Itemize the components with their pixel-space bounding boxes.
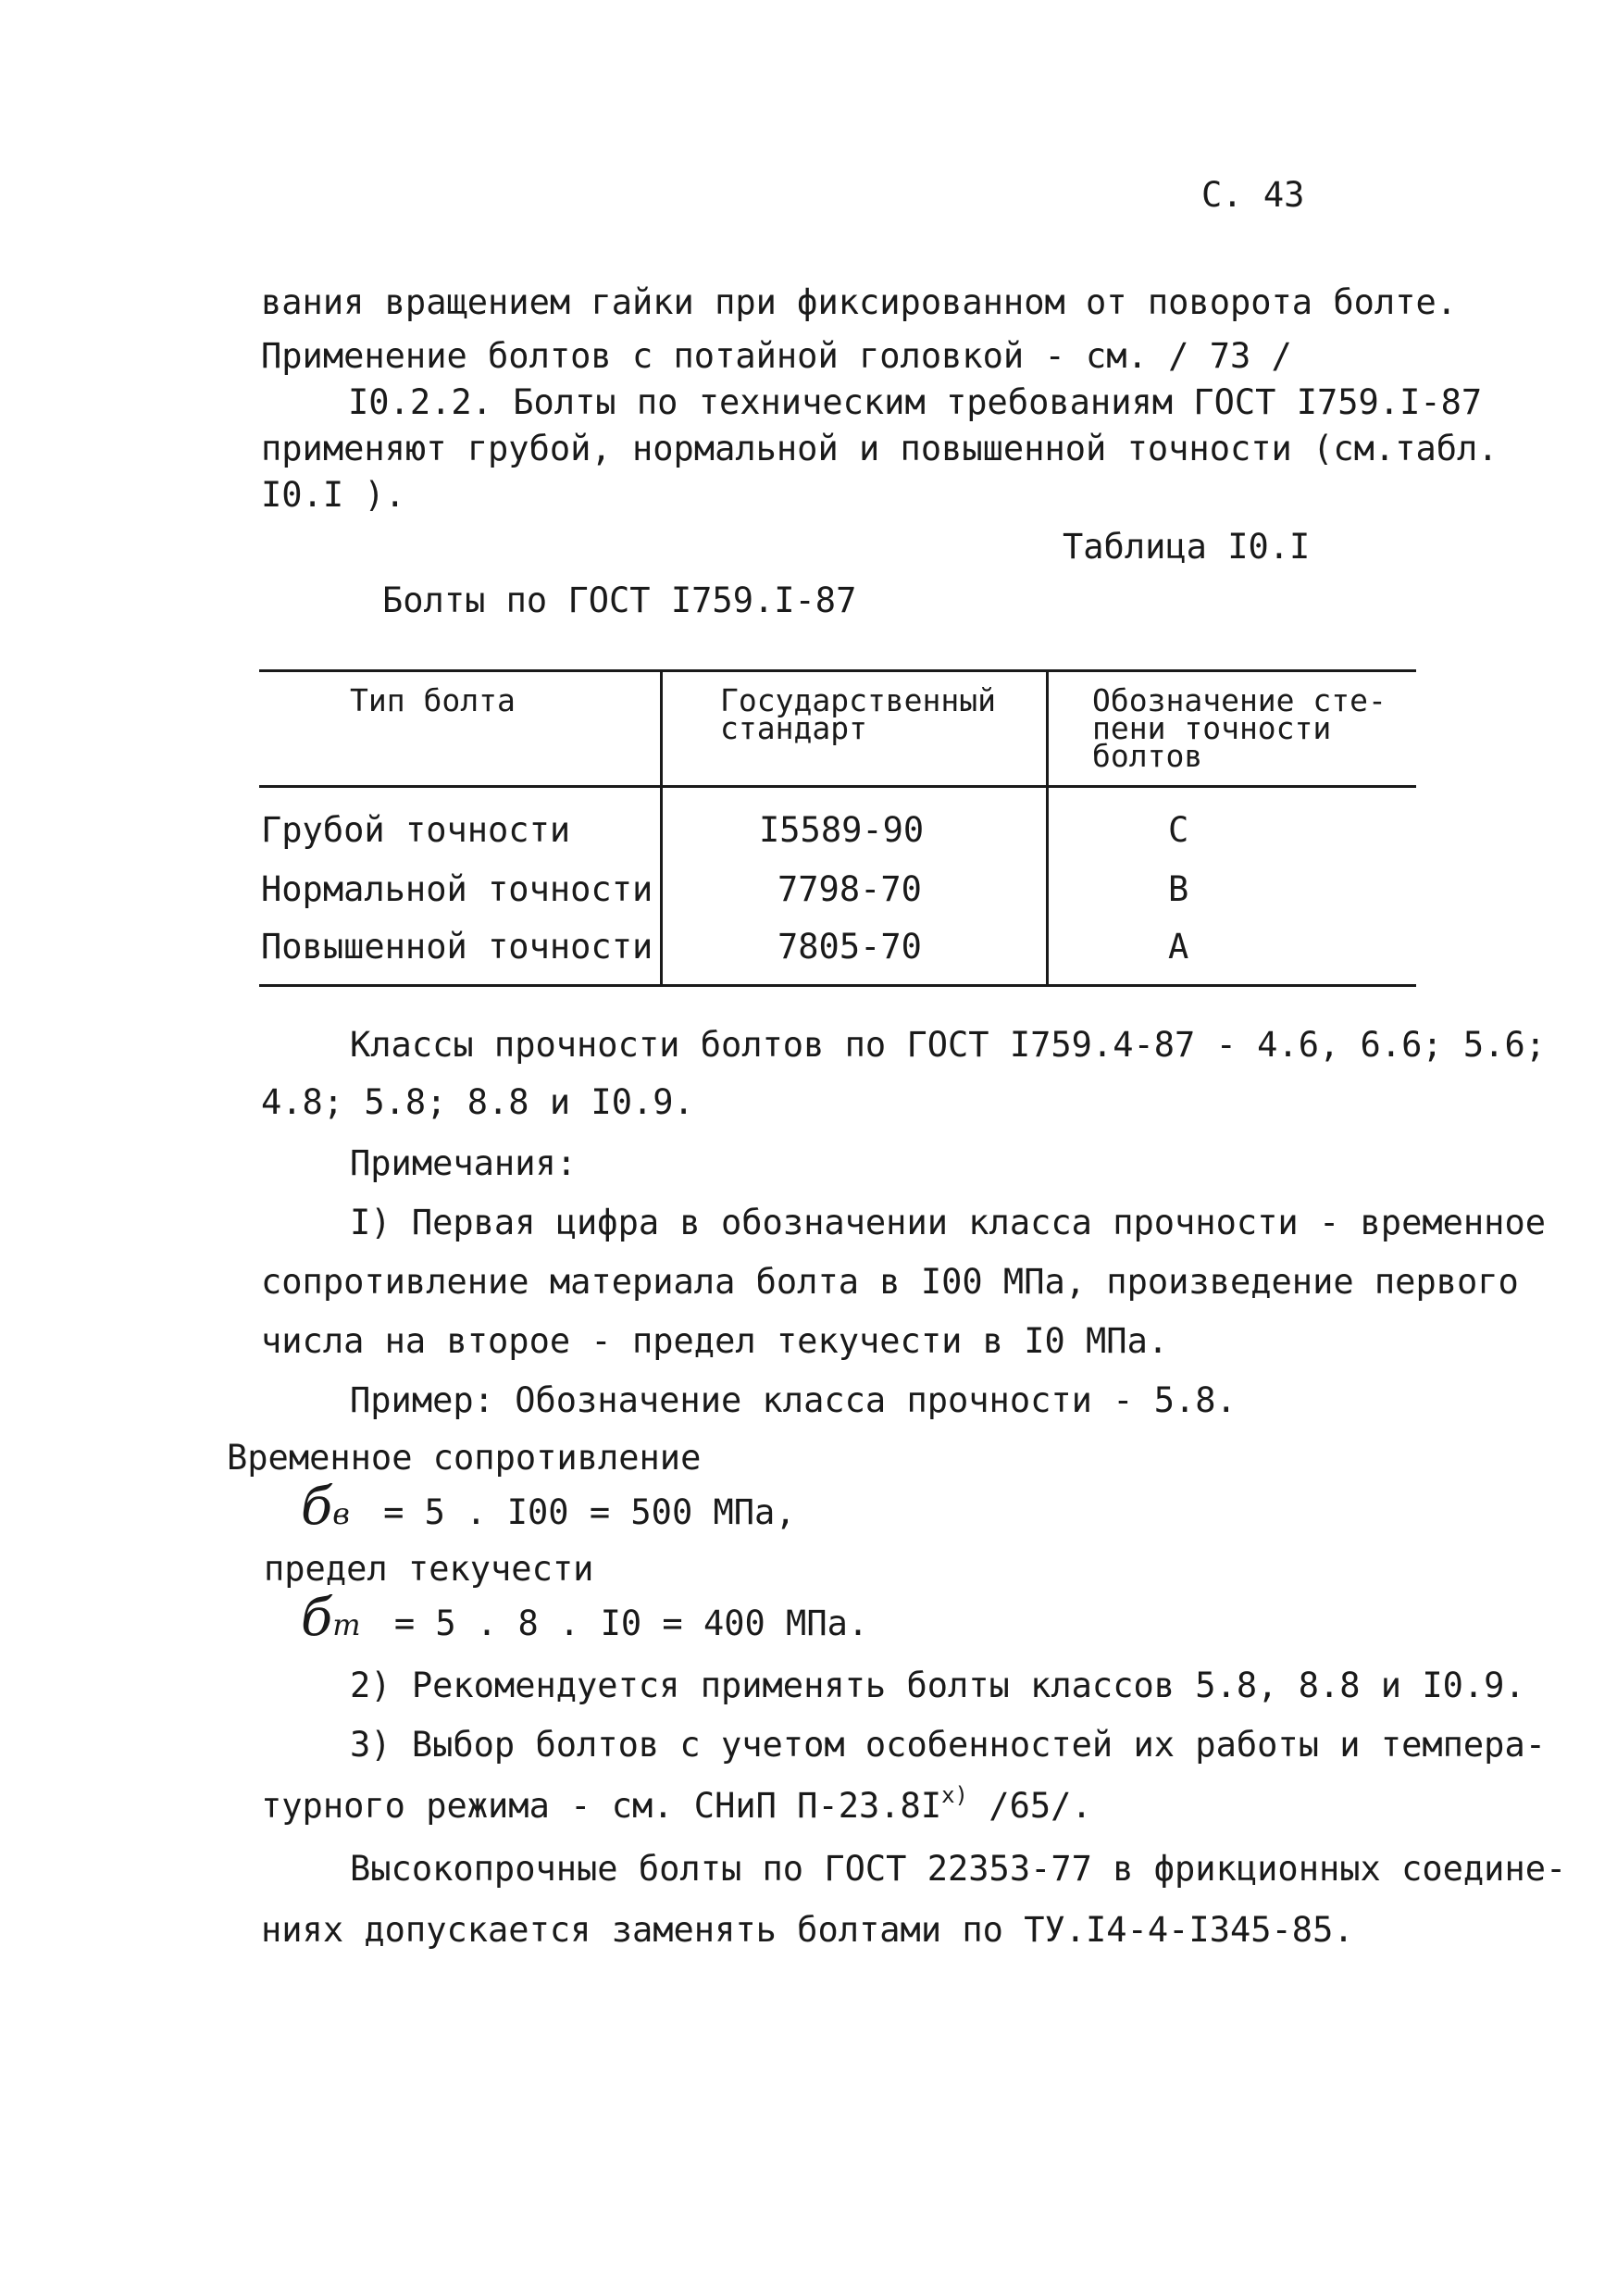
table-cell-bolt-type: Грубой точности [261, 810, 571, 850]
table-cell-standard: I5589-90 [759, 810, 925, 850]
temporary-resistance-label: Временное сопротивление [227, 1438, 702, 1478]
table-cell-accuracy: В [1168, 869, 1189, 909]
sigma-symbol: б [301, 1588, 333, 1648]
example-line: Пример: Обозначение класса прочности - 5.8. [350, 1380, 1237, 1420]
sigma-symbol: б [301, 1477, 333, 1537]
note-3-reference: /65/. [968, 1786, 1092, 1826]
note-3-text: турного режима - см. СНиП П-23.8I [261, 1786, 942, 1826]
high-strength-bolts-line-2: ниях допускается заменять болтами по ТУ.I4-4-I345-85. [261, 1910, 1354, 1950]
strength-classes-line-2: 4.8; 5.8; 8.8 и I0.9. [261, 1082, 694, 1122]
paragraph-10-2-2-line-2: применяют грубой, нормальной и повышенной точности (см.табл. [261, 429, 1499, 468]
table-label: Таблица I0.I [1063, 527, 1311, 567]
yield-strength-label: предел текучести [264, 1549, 594, 1589]
table-top-rule [259, 669, 1416, 672]
sigma-subscript: т [332, 1607, 361, 1642]
formula-expression: = 5 . I00 = 500 МПа, [383, 1492, 796, 1532]
table-cell-accuracy: А [1168, 927, 1189, 967]
high-strength-bolts-line-1: Высокопрочные болты по ГОСТ 22353-77 в фрикционных соедине- [350, 1849, 1567, 1889]
table-cell-standard: 7805-70 [777, 927, 922, 967]
table-cell-bolt-type: Повышенной точности [261, 927, 653, 967]
intro-line-2: Применение болтов с потайной головкой - см. / 73 / [261, 336, 1292, 376]
paragraph-10-2-2-line-3: I0.I ). [261, 475, 405, 515]
note-1-line-2: сопротивление материала болта в I00 МПа, произведение первого [261, 1262, 1519, 1302]
table-header-bolt-type: Тип болта [350, 682, 516, 718]
note-3-line-1: 3) Выбор болтов с учетом особенностей их работы и темпера- [350, 1725, 1547, 1765]
table-header-accuracy: Обозначение сте- пени точности болтов [1092, 682, 1387, 774]
note-3-line-2 [261, 1782, 1092, 1826]
table-cell-bolt-type: Нормальной точности [261, 869, 653, 909]
table-column-divider-2 [1046, 669, 1049, 987]
table-header-rule [259, 785, 1416, 788]
note-1-line-1: I) Первая цифра в обозначении класса прочности - временное [350, 1203, 1547, 1242]
page-number: С. 43 [1201, 175, 1305, 215]
table-header-standard: Государственный стандарт [720, 682, 997, 746]
strength-classes-line-1: Классы прочности болтов по ГОСТ I759.4-87 - 4.6, 6.6; 5.6; [350, 1025, 1547, 1065]
table-cell-accuracy: С [1168, 810, 1189, 850]
table-column-divider-1 [660, 669, 663, 987]
formula-expression: = 5 . 8 . I0 = 400 МПа. [393, 1603, 869, 1643]
notes-title: Примечания: [350, 1143, 578, 1183]
footnote-marker: х) [941, 1782, 969, 1808]
formula-yield-strength [301, 1588, 869, 1648]
paragraph-10-2-2-line-1: I0.2.2. Болты по техническим требованиям ГОСТ I759.I-87 [348, 382, 1483, 422]
table-cell-standard: 7798-70 [777, 869, 922, 909]
sigma-subscript: в [332, 1496, 350, 1531]
note-2: 2) Рекомендуется применять болты классов 5.8, 8.8 и I0.9. [350, 1666, 1525, 1705]
table-bottom-rule [259, 984, 1416, 987]
note-1-line-3: числа на второе - предел текучести в I0 МПа. [261, 1321, 1169, 1361]
formula-tensile-strength [301, 1477, 796, 1537]
intro-line-1: вания вращением гайки при фиксированном от поворота болте. [261, 282, 1458, 322]
table-caption: Болты по ГОСТ I759.I-87 [382, 580, 857, 620]
